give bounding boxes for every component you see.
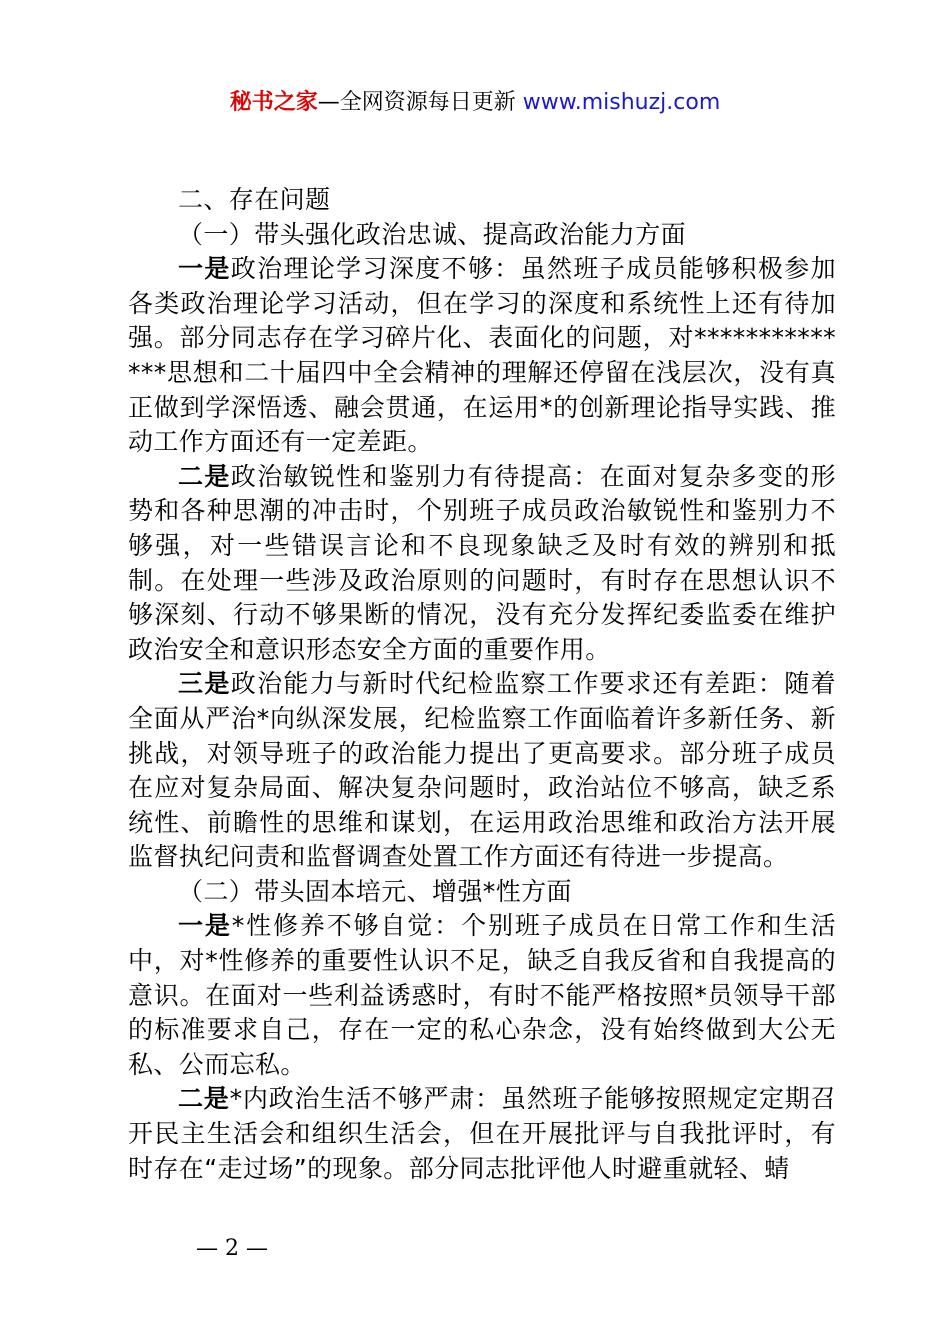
paragraph — [128, 1082, 836, 1186]
paragraph-text: 政治敏锐性和鉴别力有待提高：在面对复杂多变的形势和各种思潮的冲击时，个别班子成员政治敏锐性和鉴别力不够强，对一些错误言论和不良现象缺乏及时有效的辨别和抵制。在处理一些涉及政治原则的问题时，有时存在思想认识不够深刻、行动不够果断的情况，没有充分发挥纪委监委在维护政治安全和意识形态安全方面的重要作用。 — [128, 461, 836, 664]
paragraph-lead: 三是 — [178, 669, 231, 699]
paragraph-lead: 二是 — [178, 1084, 230, 1114]
paragraph-lead: 一是 — [178, 911, 232, 941]
paragraph — [128, 252, 836, 460]
subsection-title-2: （二）带头固本培元、增强*性方面 — [178, 876, 572, 906]
section-title: 二、存在问题 — [178, 185, 331, 214]
header-tagline: —全网资源每日更新 — [317, 90, 523, 115]
paragraph — [128, 909, 836, 1082]
paragraph-lead: 一是 — [178, 254, 231, 284]
paragraph-text: *内政治生活不够严肃：虽然班子能够按照规定定期召开民主生活会和组织生活会，但在开展批评与自我批评时，有时存在“走过场”的现象。部分同志批评他人时避重就轻、蜻 — [128, 1084, 836, 1183]
subsection-title-1: （一）带头强化政治忠诚、提高政治能力方面 — [178, 219, 687, 249]
paragraph-text: 政治能力与新时代纪检监察工作要求还有差距：随着全面从严治*向纵深发展，纪检监察工作面临着许多新任务、新挑战，对领导班子的政治能力提出了更高要求。部分班子成员在应对复杂局面、解决复杂问题时，政治站位不够高，缺乏系统性、前瞻性的思维和谋划，在运用政治思维和政治方法开展监督执纪问责和监督调查处置工作方面还有待进一步提高。 — [128, 669, 836, 872]
paragraph-text: 政治理论学习深度不够：虽然班子成员能够积极参加各类政治理论学习活动，但在学习的深度和系统性上还有待加强。部分同志存在学习碎片化、表面化的问题，对**************思想和二十届四中全会精神的理解还停留在浅层次，没有真正做到学深悟透、融会贯通，在运用*的创新理论指导实践、推动工作方面还有一定差距。 — [128, 254, 836, 457]
paragraph — [128, 460, 836, 668]
site-url[interactable]: www.mishuzj.com — [522, 90, 721, 115]
document-body — [128, 183, 836, 1186]
paragraph — [128, 667, 836, 875]
brand-name: 秘书之家 — [229, 90, 318, 115]
paragraph-lead: 二是 — [178, 461, 231, 491]
site-header — [0, 88, 950, 118]
paragraph-text: *性修养不够自觉：个别班子成员在日常工作和生活中，对*性修养的重要性认识不足，缺乏自我反省和自我提高的意识。在面对一些利益诱惑时，有时不能严格按照*员领导干部的标准要求自己，存在一定的私心杂念，没有始终做到大公无私、公而忘私。 — [128, 911, 836, 1079]
page-number: — 2 — — [196, 1236, 268, 1261]
